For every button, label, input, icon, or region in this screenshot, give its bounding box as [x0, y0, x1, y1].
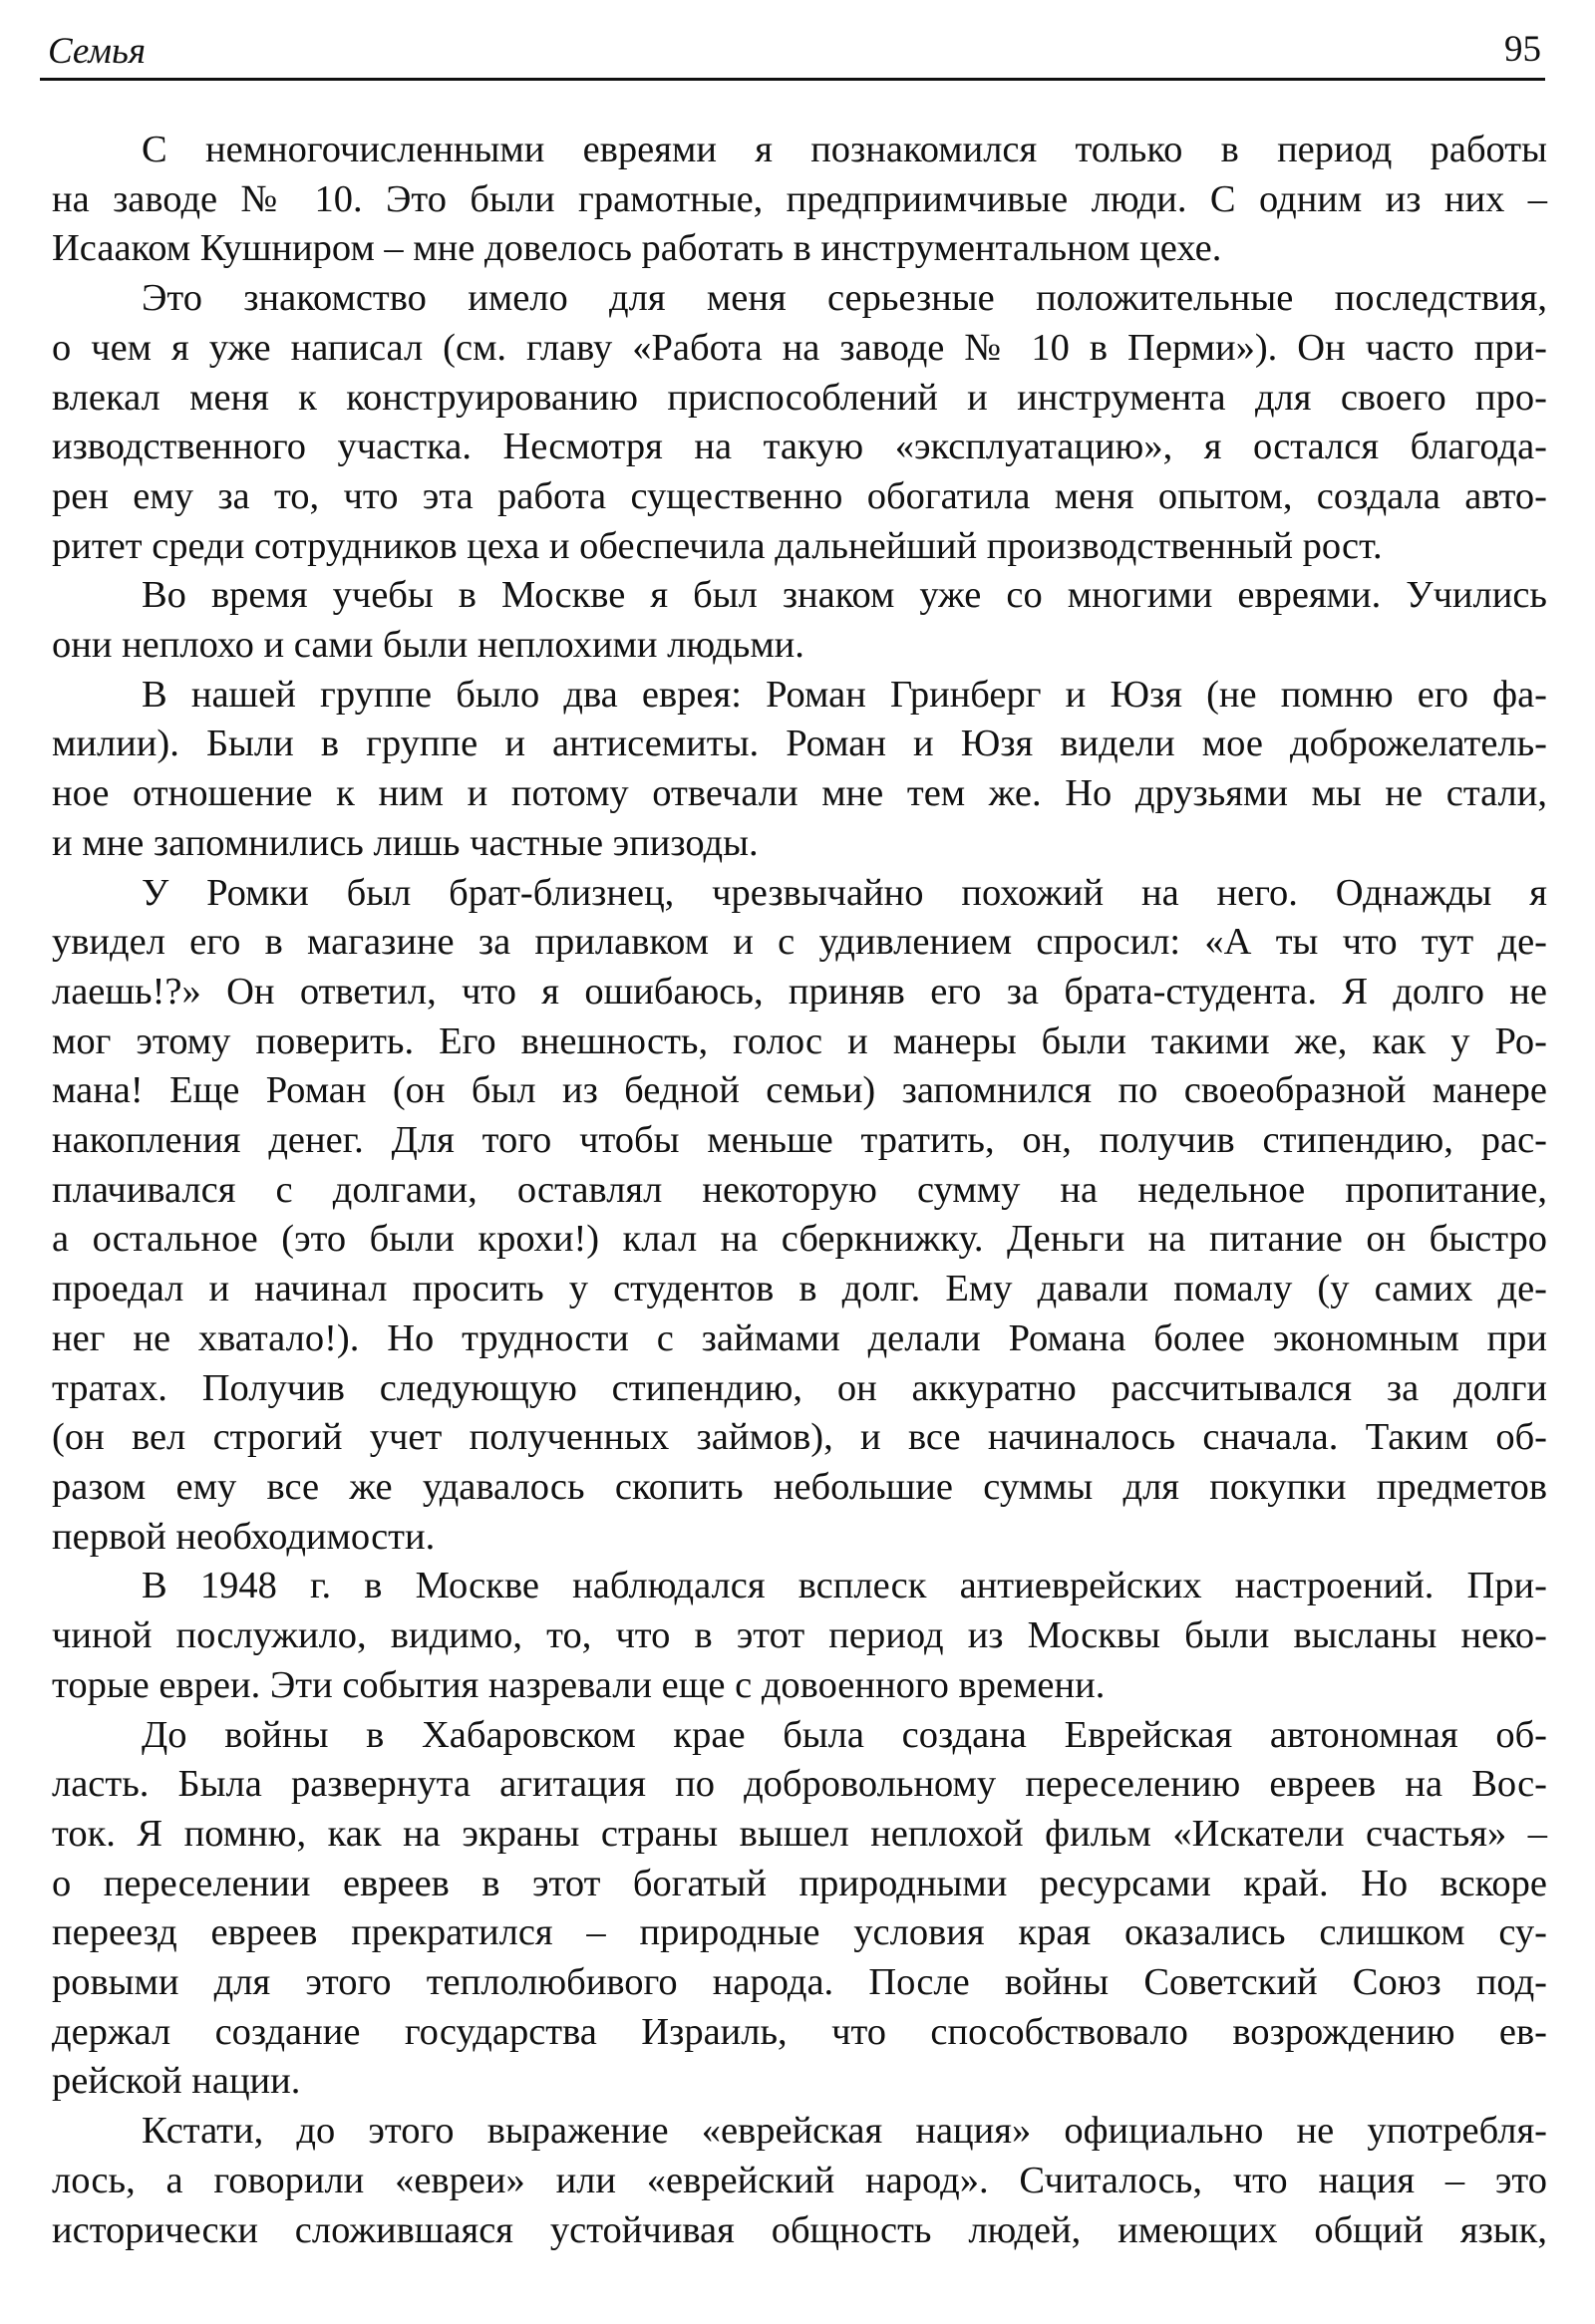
text-line: Кстати, до этого выражение «еврейская нация» официально не употребля-	[142, 2110, 1547, 2153]
text-line: о чем я уже написал (см. главу «Работа на заводе № 10 в Перми»). Он часто при-	[52, 326, 1547, 369]
text-line: изводственного участка. Несмотря на такую «эксплуатацию», я остался благода-	[52, 426, 1547, 468]
text-line: ласть. Была развернута агитация по добровольному переселению евреев на Вос-	[52, 1763, 1547, 1806]
text-line: влекал меня к конструированию приспособлений и инструмента для своего про-	[52, 376, 1547, 419]
text-line: держал создание государства Израиль, что способствовало возрождению ев-	[52, 2010, 1547, 2053]
text-line: проедал и начинал просить у студентов в долг. Ему давали помалу (у самих де-	[52, 1268, 1547, 1310]
text-line: переезд евреев прекратился – природные условия края оказались слишком су-	[52, 1911, 1547, 1954]
text-line: С немногочисленными евреями я познакомился только в период работы	[142, 129, 1547, 170]
text-line: ное отношение к ним и потому отвечали мне тем же. Но друзьями мы не стали,	[52, 772, 1547, 815]
section-title: Семья	[48, 31, 147, 72]
text-line: ритет среди сотрудников цеха и обеспечила дальнейший производственный рост.	[52, 524, 1383, 567]
text-line: ровыми для этого теплолюбивого народа. После войны Советский Союз под-	[52, 1961, 1547, 2004]
text-line: рейской нации.	[52, 2060, 301, 2103]
text-line: милии). Были в группе и антисемиты. Роман и Юзя видели мое доброжелатель-	[52, 723, 1547, 765]
text-line: В нашей группе было два еврея: Роман Гринберг и Юзя (не помню его фа-	[142, 673, 1547, 716]
text-line: лаешь!?» Он ответил, что я ошибаюсь, приняв его за брата-студента. Я долго не	[52, 970, 1547, 1013]
paragraph	[52, 869, 1547, 1563]
text-line: увидел его в магазине за прилавком и с удивлением спросил: «А ты что тут де-	[52, 921, 1547, 964]
page-number: 95	[1504, 29, 1541, 70]
text-line: (он вел строгий учет полученных займов), и все начиналось сначала. Таким об-	[52, 1416, 1547, 1459]
text-line: они неплохо и сами были неплохими людьми.	[52, 624, 804, 667]
running-header	[40, 22, 1545, 81]
text-line: Это знакомство имело для меня серьезные положительные последствия,	[142, 277, 1547, 320]
paragraph	[52, 126, 1547, 274]
text-line: а остальное (это были крохи!) клал на сберкнижку. Деньги на питание он быстро	[52, 1218, 1547, 1261]
text-line: плачивался с долгами, оставлял некоторую сумму на недельное пропитание,	[52, 1168, 1547, 1211]
paragraph	[52, 274, 1547, 571]
text-line: накопления денег. Для того чтобы меньше тратить, он, получив стипендию, рас-	[52, 1119, 1547, 1162]
text-line: мог этому поверить. Его внешность, голос и манеры были такими же, как у Ро-	[52, 1019, 1547, 1062]
body-text	[52, 126, 1547, 2255]
text-line: разом ему все же удавалось скопить небольшие суммы для покупки предметов	[52, 1465, 1547, 1508]
text-line: лось, а говорили «евреи» или «еврейский народ». Считалось, что нация – это	[52, 2159, 1547, 2201]
text-line: на заводе № 10. Это были грамотные, предприимчивые люди. С одним из них –	[52, 177, 1547, 220]
paragraph	[52, 671, 1547, 869]
text-line: нег не хватало!). Но трудности с займами делали Романа более экономным при	[52, 1316, 1547, 1359]
text-line: ток. Я помню, как на экраны страны вышел неплохой фильм «Искатели счастья» –	[52, 1812, 1547, 1855]
text-line: У Ромки был брат-близнец, чрезвычайно похожий на него. Однажды я	[142, 871, 1547, 914]
text-line: и мне запомнились лишь частные эпизоды.	[52, 821, 759, 864]
paragraph	[52, 571, 1547, 670]
paragraph	[52, 2107, 1547, 2255]
text-line: исторически сложившаяся устойчивая общность людей, имеющих общий язык,	[52, 2208, 1547, 2251]
text-line: До войны в Хабаровском крае была создана Еврейская автономная об-	[142, 1713, 1547, 1756]
text-line: мана! Еще Роман (он был из бедной семьи) запомнился по своеобразной манере	[52, 1069, 1547, 1112]
paragraph	[52, 1711, 1547, 2108]
text-line: первой необходимости.	[52, 1515, 436, 1558]
paragraph	[52, 1562, 1547, 1710]
text-line: Исааком Кушниром – мне довелось работать в инструментальном цехе.	[52, 227, 1222, 270]
text-line: чиной послужило, видимо, то, что в этот период из Москвы были высланы неко-	[52, 1614, 1547, 1657]
text-line: Во время учебы в Москве я был знаком уже со многими евреями. Учились	[142, 574, 1547, 617]
text-line: В 1948 г. в Москве наблюдался всплеск антиеврейских настроений. При-	[142, 1565, 1547, 1607]
text-line: тратах. Получив следующую стипендию, он аккуратно рассчитывался за долги	[52, 1366, 1547, 1409]
text-line: торые евреи. Эти события назревали еще с довоенного времени.	[52, 1663, 1106, 1706]
text-line: о переселении евреев в этот богатый природными ресурсами край. Но вскоре	[52, 1862, 1547, 1904]
text-line: рен ему за то, что эта работа существенно обогатила меня опытом, создала авто-	[52, 474, 1547, 517]
